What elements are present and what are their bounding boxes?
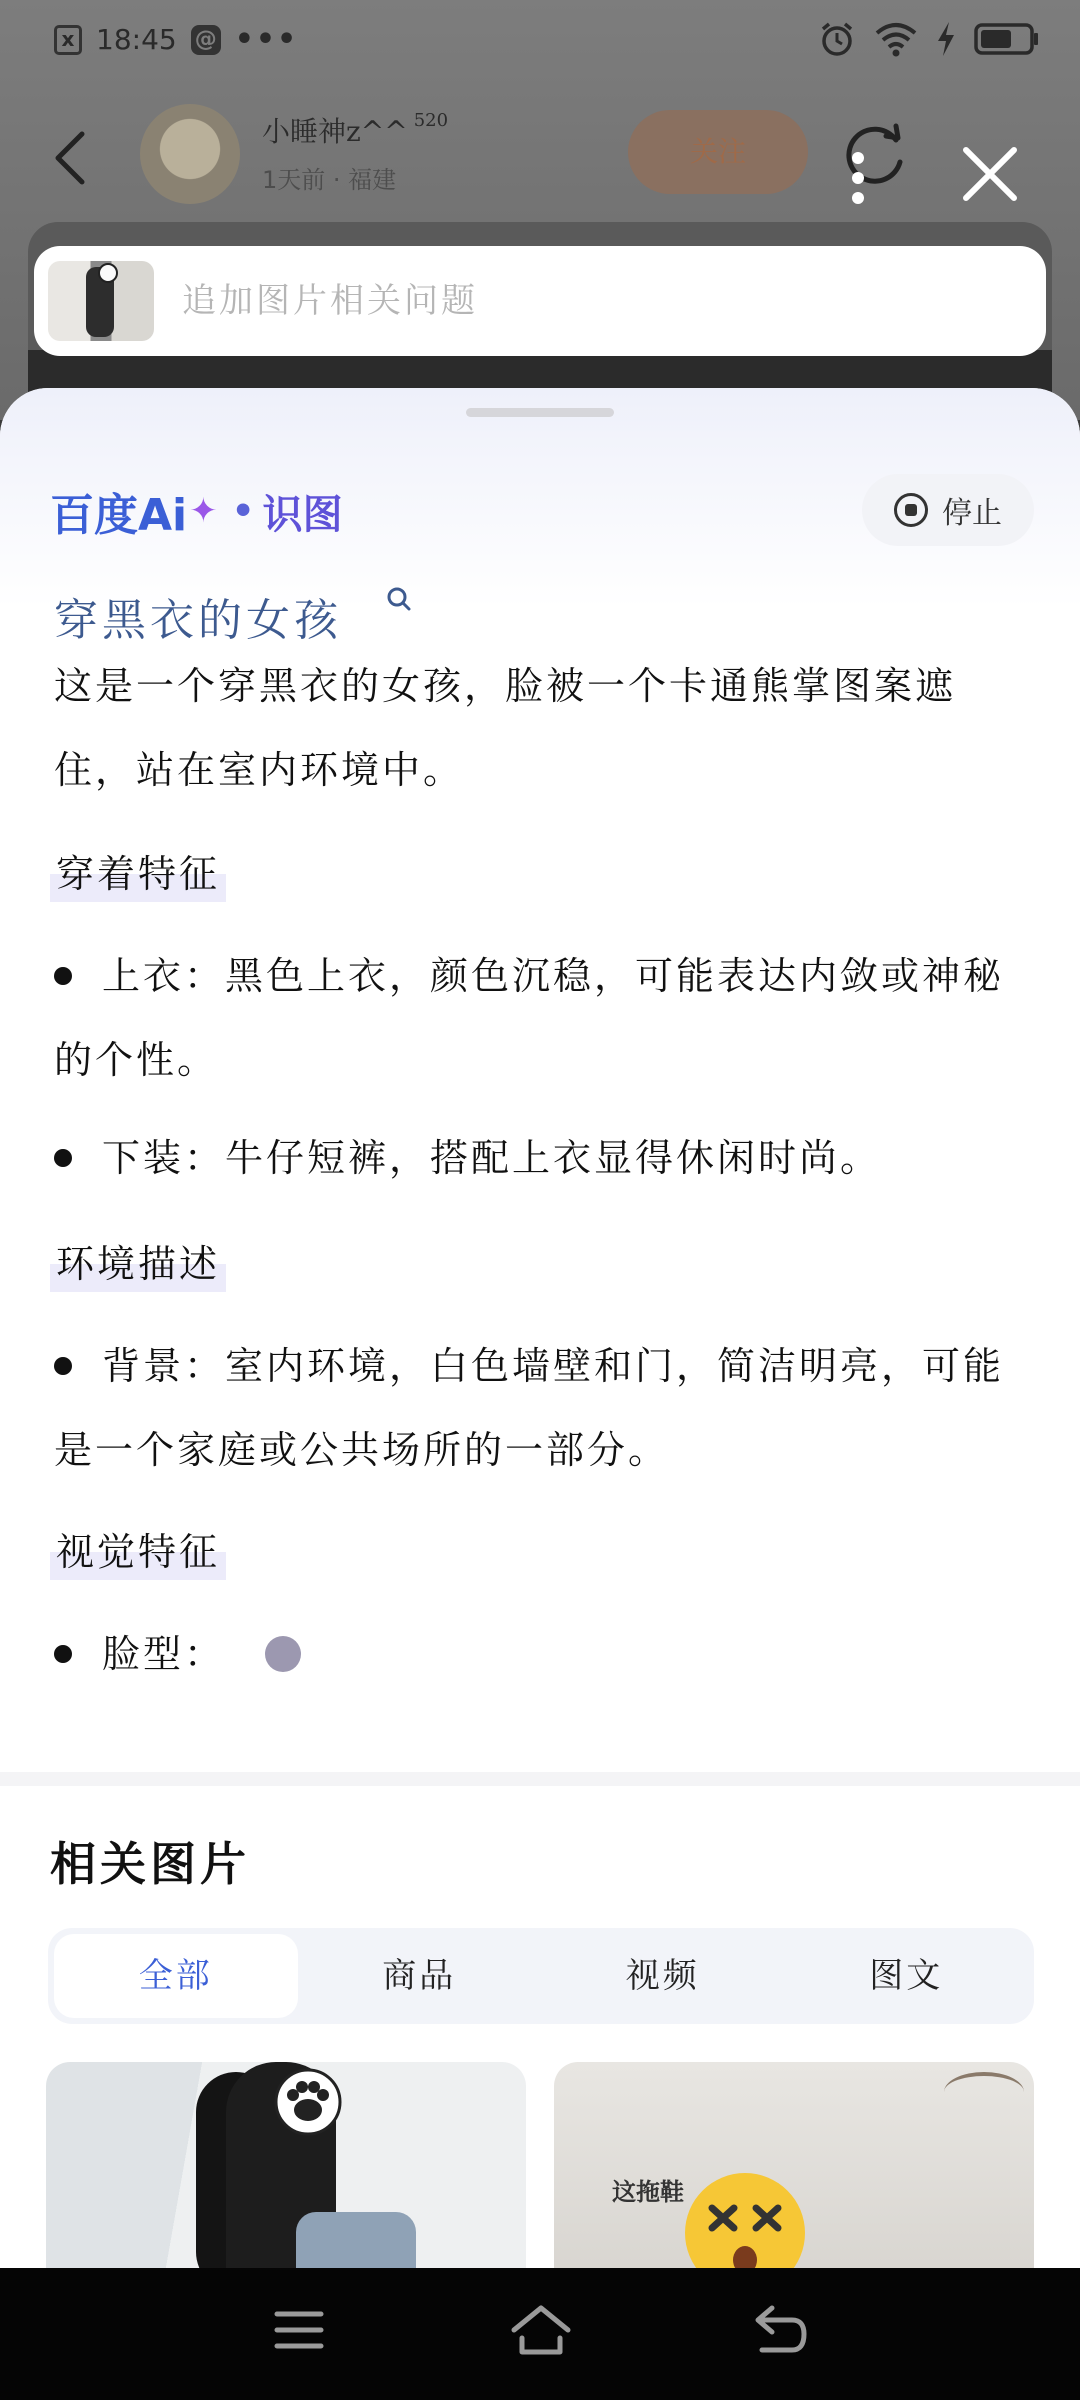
query-image-thumbnail[interactable] [48,261,154,341]
bullet-text: 脸型： [102,1632,226,1676]
background-app [0,0,1080,420]
tab-all[interactable]: 全部 [54,1934,298,2018]
post-user-meta: 1天前 · 福建 [262,166,397,194]
brand-separator: • [231,490,255,532]
tab-products[interactable]: 商品 [382,1956,457,1996]
status-bar [0,0,1080,80]
typing-indicator [265,1636,301,1672]
related-images-title: 相关图片 [50,1837,250,1891]
post-user-level: 520 [413,110,449,131]
recognition-result-sheet [0,388,1080,2268]
question-input[interactable] [182,281,942,321]
stop-label: 停止 [942,496,1002,531]
bullet-item [54,934,1034,1102]
bullet-item [54,1324,1034,1492]
more-vertical-icon[interactable] [848,150,868,206]
brand-logo [50,486,343,541]
status-left [54,22,298,57]
question-bar[interactable] [34,246,1046,356]
charging-bolt-icon [936,21,956,57]
section-heading-environment: 环境描述 [50,1236,226,1292]
notification-x-icon: x [54,25,82,55]
bullet-text: 下装：牛仔短裤，搭配上衣显得休闲时尚。 [102,1136,882,1180]
thumb-decoration [944,2072,1024,2112]
bullet-item [54,1116,1034,1200]
search-icon[interactable] [386,586,412,612]
post-user-name-text: 小睡神z^^ [262,115,408,148]
related-image-card[interactable] [46,2062,526,2268]
section-heading-clothing: 穿着特征 [50,846,226,902]
result-title[interactable]: 穿黑衣的女孩 [54,595,342,646]
bullet-dot [54,1645,72,1663]
section-heading-visual: 视觉特征 [50,1524,226,1580]
bullet-item [54,1612,1034,1696]
bullet-dot [54,1149,72,1167]
back-icon[interactable] [752,2304,808,2356]
tab-articles[interactable]: 图文 [869,1956,944,1996]
stop-button[interactable] [862,474,1034,546]
follow-button[interactable]: 关注 [628,110,808,194]
background-post-header [0,80,1080,230]
bullet-dot [54,967,72,985]
back-arrow-icon[interactable] [52,130,88,186]
alarm-icon [818,20,856,58]
wifi-icon [874,21,918,57]
thumb-caption: 这拖鞋 [612,2178,684,2206]
system-nav-bar [0,2268,1080,2400]
brand-name: 百度Ai [50,490,188,541]
related-tabs [48,1928,1034,2024]
status-time: 18:45 [96,23,177,56]
stop-icon [894,493,928,527]
bullet-text: 背景：室内环境，白色墙壁和门，简洁明亮，可能是一个家庭或公共场所的一部分。 [54,1344,1005,1472]
paw-sticker-icon [274,2068,342,2136]
bullet-text: 上衣：黑色上衣，颜色沉稳，可能表达内敛或神秘的个性。 [54,954,1005,1082]
section-divider [0,1772,1080,1786]
battery-icon [974,22,1040,56]
more-notifications-icon: ••• [234,22,299,57]
notification-at-icon: @ [191,25,221,55]
home-icon[interactable] [510,2304,572,2356]
related-image-card[interactable] [554,2062,1034,2268]
sparkle-icon: ✦ [189,491,218,531]
status-right [818,20,1040,58]
dizzy-face-emoji-icon [682,2170,808,2268]
brand-feature-name: 识图 [262,491,343,538]
tab-videos[interactable]: 视频 [625,1956,700,1996]
result-intro: 这是一个穿黑衣的女孩，脸被一个卡通熊掌图案遮住，站在室内环境中。 [54,664,957,792]
thumb-figure-shorts [296,2212,416,2268]
user-avatar[interactable] [140,104,240,204]
close-icon[interactable] [958,142,1022,206]
bullet-dot [54,1357,72,1375]
sheet-drag-handle[interactable] [466,408,614,417]
post-user-name[interactable] [262,110,448,150]
menu-icon[interactable] [274,2308,324,2352]
